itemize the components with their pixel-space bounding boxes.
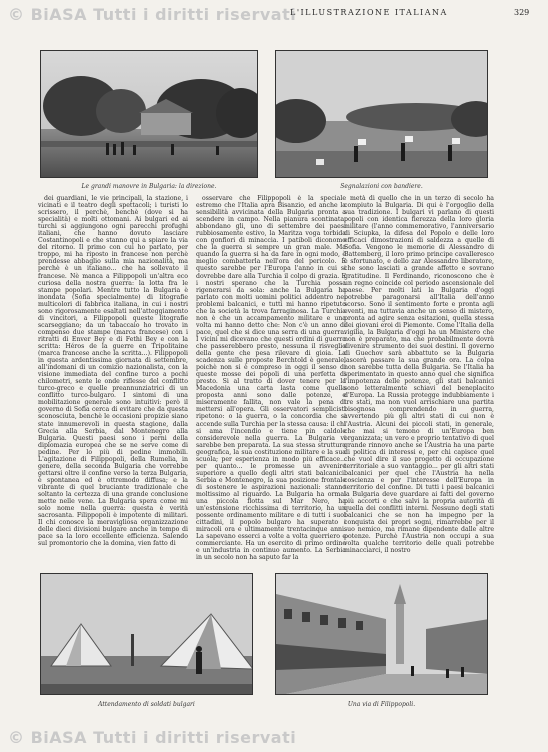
photo-segnalazioni-image [276,51,488,178]
column-2-text: osservare che Filippopoli è la speciale estremo che l'Italia apra Bisanzio, ed anche la sensibilità avvicinata della Bulgaria pronta a scendere in campo. Nella pianura scontinata, abbondano gli, uno di settembre dei paesi rubbiosamente estivo, la Maritza voga torbida con gonfiori di minaccia. I patiboli diconomo che la guerra si sempre un gran male. Ma quando la guerra si ha da fare in ogni modo, è meglio combatterla nell'ora del pericolo. È questo sarebbe per l'Europa l'anno in cui si dovrebbe dare alla Turchia il colpo di grazia. E i nostri sperano che la Turchia possa rigenerarsi da sola: anche la Bulgaria ha parlato con molti uomini politici addentro nei problemi balcanici, e tutti mi hanno ripetuto che la società la trova farraginosa. La Turchia non è che un accampamento militare e una volta mi hanno detto che: Non c'è un anno di pace, quel che si dice una serra di una guerra. I vicini mi dicevano che questi ordini di guerra che passerebbero presto, nessuna il risveglio della gente che pesa rilevare di gioia. La scadenza sulle proposte Berchtold è generale, poichè non si è compreso in oggi il senso di queste mosse dei popoli di una perfetta di presto. Si al tratto di dover tenere per la Macedonia una carta lasta come quella proposta anni sono dalle potenze, e miseramente fallita, non vale la pena di mettersi all'opera. Gli osservatori semplicisti ripetono: o la guerra, o la concordia che si accende sulla Turchia per la stessa causa: il chi si ama l'incendio e tiene pin caldole considerevole nella guerra. La Bulgaria vi sarebbe ben preparata. La sua stessa struttura geografica, la sua costituzione militare e la sua scuola; per esperienza in modo più efficace... per quanto... le promesse un avvenire superiore a quello degli altri stati balcanici. Serbia e Montenegro, la sua posizione frontale di sostenere le aspirazioni nazionali: stanno moltissimo al riguardo. La Bulgaria ha ormai una piccola flotta sul Mar Nero, ha un'estensione ricchissima di territorio, ha un possente ordinamento militare e di tutti i suoi cittadini, il popolo bulgaro ha superato i miracoli ora e ultimamente trentacinque anni. La sapevano esserci a volte a volta guerriero e commerciante. Ha un esercito di primo ordine e un'industria in continuo aumento. La Serbia in un secolo non ha saputo far la [196,195,346,562]
caption-segnalazioni: Segnalazioni con bandiere. [340,183,423,190]
caption-filippopoli: Una via di Filippopoli. [347,701,416,708]
photo-filippopoli-image [276,574,488,695]
running-title: L'ILLUSTRAZIONE ITALIANA [290,8,448,17]
photo-attendamento [40,573,253,695]
page-number: 329 [514,8,530,17]
text-column-3 [344,195,494,570]
photo-attendamento-image [41,574,253,695]
photo-grandi-manovre-image [41,51,258,178]
watermark-top: © BiASA Tutti i diritti riservati [8,5,297,24]
column-3-text: metà di quello che in un terzo di secolo ha compiuto la Bulgaria. Di qui è l'orgoglio della sua tradizione. I bulgari vi parlano di questi popoli con identica fierezza della loro gloria militare (l'anno commemorativo, l'anniversario di Sciupka, la difesa del Popolo e delle loro efficaci dimostrazioni di saldezza a quelle di Sofia. Vengono le memorie di Alessandro di Battemberg, il loro primo principe cavalleresco e sfortunato, e dello zar Alessandro liberatore, che sono lasciati a grande affetto e sovrano gratitudine. Il Ferdinando, riconoscono che è un regno coincide col periodo ascensionale del paese. Per molti lati la Bulgaria d'oggi potrebbe paragonarsi all'Italia dell'anno scorso. Sono il sentimento forte e pronta agli eventi, ma tuttavia anche un senso di mistero, pronta ad agire senza esitazioni, quella stessa dei giovani eroi di Piemonte. Come l'Italia della vigilia, la Bulgaria d'oggi ha un Ministero che non è preparato, ma che probabilmente dovrà divenire strumento dei suoi destini. Il governo di Guechov sarà abbattuto se la Bulgaria lascerà passare la sua grande ora. La colpa non sarebbe tutta della Bulgaria. Se l'Italia ha sperimentato in questo anno quel che significa l'impotenza delle potenze, gli stati balcanici sono letteralmente schiavi del beneplacito d'Europa. La Russia protegge indubbiamente i tre stati, ma non vuol arrischiare una partita bisognosa comprendendo in guerra, avvertendo più gli altri stati di cui non è l'Austria. Alcuni dei piccoli stati, in generale, che mai si temono di un'Europa ben organizzata; un vero e proprio tentativo di quel grande rinnovo anche se l'Austria ha una parte di politica di interessi e, per chi capisce quel che vuol dire il suo progetto di occupazione territoriale a suo vantaggio... per gli altri stati balcanici per quel che l'Austria ha nella coscienza e per l'interesse dell'Europa in territorio del confine. Di tutti i paesi balcanici la Bulgaria deve guardare ai fatti del governo più accorti e che salvi la propria autorità di quella dei conflitti interni. Nessuno degli stati balcanici che se non ha impegno per la conquista dei propri sogni, rimarrebbe per il suo nemico, ma rimane dipendente dalle altre potenze. Purchè l'Austria non occupi a sua volta qualche territorio delle quali potrebbe minacciarci, il nostro [344,195,494,555]
photo-grandi-manovre [40,50,258,178]
column-1-text: dei guardiani, le vie principali, la stazione, i vicinati e il teatro degli spettacoli; i turisti lo scrissero, il perchè, benchè (dove si ha specialità) e molti ottomani. Ai bulgari ed ai turchi si aggiungono ogni parecchi profughi italiani, che hanno dovuto lasciare Costantinopoli e che stanno qui a spiare la via del ritorno. Il primo con cui ho parlato, per troppo, mi ha riposto in francese non perchè prendesse abbaglio sulla mia nazionalità, ma perchè è un italiano... che ha sollevato il francese. Nè manca a Filippopoli un'altra eco curiosa della nostra guerra: la lotta fra le stampe popolari. Mentre tutto la Bulgaria è inondata (Sofia specialmente) di litografie multicolori di fabbrica italiana, in cui i nostri sono rigorosamente esaltati nell'atteggiamento di vincitori, a Filippopoli queste litografie scarseggiano; da un tabaccaio ho trovato in compenso due stampe (marca francese) con i ritratti di Enver Bey e di Fethi Bey e con la scritta: Héros de la guerre en Tripolitaine (marca francese anche la scritta...). Filippopoli in questa ardentissima giornata di settembre, all'indomani di un comizio nazionalista, con la visione immediata del confine turco a pochi chilometri, sente le onde riflesse del conflitto turco-greco e quelle preannunziatrici di un conflitto turco-bulgaro. I sintomi di una mobilitazione generale sono intuitivi: però il governo di Sofia cerca di evitare che da questa sconosciuta, benchè le occasioni propizie siano state innumerevoli in questa stagione, dalla Grecia alla Serbia, dal Montenegro alla Bulgaria. Questi paesi sono i perni della diplomazia europea che se ne serve come di pedine. Per lo più di pedine immobili. L'agitazione di Filippopoli, della Rumelia, in genere, della seconda Bulgaria che vorrebbe gettarsi oltre il confine verso la terza Bulgaria, è spontanea ed è ottremodo diffusa; e la vibrante di quel bruciante tradizionale che soltanto la certezza di una grande conclusione mette nelle vene. La Bulgaria spera come mi solo nome nella guerra: questa è verità sacrosanta. Filippopoli è impotente di militari. Il chi conosce la meravigliosa organizzazione delle dieci divisioni bulgare anche in tempo di pace sa la loro eccellente efficienza. Salendo sul promontorio che la domina, vien fatto di [38,195,188,548]
watermark-bottom: © BiASA Tutti i diritti riservati [8,728,297,747]
caption-grandi-manovre: Le grandi manovre in Bulgaria: la direzione. [81,183,217,190]
photo-filippopoli-street [275,573,488,695]
photo-segnalazioni [275,50,488,178]
text-column-1 [38,195,188,570]
text-column-2 [196,195,346,570]
caption-attendamento: Attendamento di soldati bulgari [98,701,195,708]
